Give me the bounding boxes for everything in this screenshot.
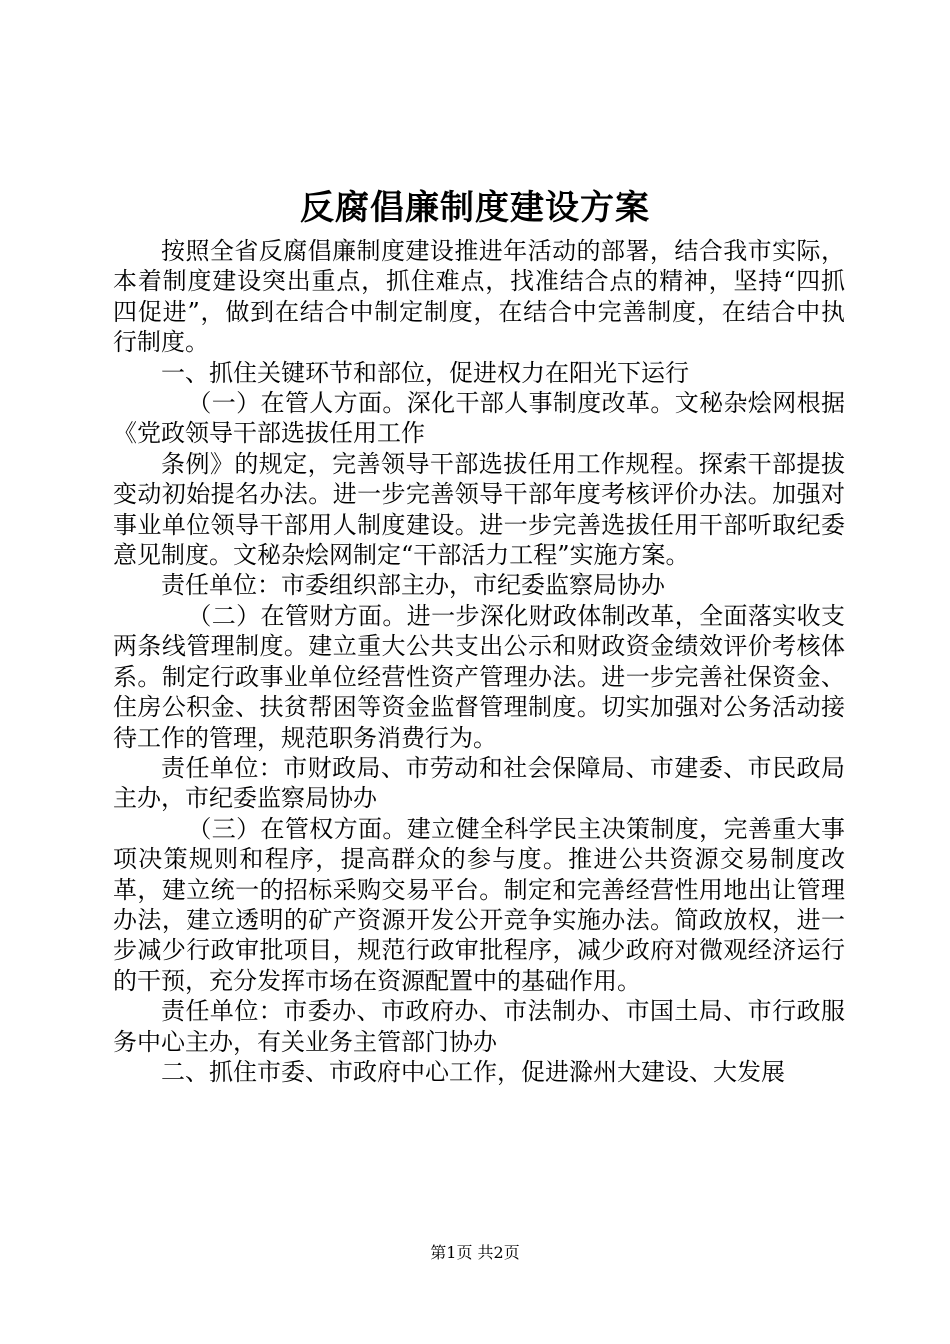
responsible-units-power: 责任单位：市委办、市政府办、市法制办、市国土局、市行政服务中心主办，有关业务主管部门协办	[113, 997, 845, 1056]
page-number: 第1页 共2页	[430, 1243, 520, 1262]
subsection-personnel: （一）在管人方面。深化干部人事制度改革。文秘杂烩网根据《党政领导干部选拔任用工作	[113, 389, 845, 448]
subsection-finance: （二）在管财方面。进一步深化财政体制改革，全面落实收支两条线管理制度。建立重大公共支出公示和财政资金绩效评价考核体系。制定行政事业单位经营性资产管理办法。进一步完善社保资金、住房公积金、扶贫帮困等资金监督管理制度。切实加强对公务活动接待工作的管理，规范职务消费行为。	[113, 601, 845, 752]
section-heading-1: 一、抓住关键环节和部位，促进权力在阳光下运行	[161, 358, 689, 387]
document-title: 反腐倡廉制度建设方案	[300, 188, 650, 228]
responsible-units-personnel: 责任单位：市委组织部主办，市纪委监察局协办	[161, 571, 665, 600]
section-heading-2: 二、抓住市委、市政府中心工作，促进滁州大建设、大发展	[161, 1057, 785, 1086]
paragraph-personnel-continued: 条例》的规定，完善领导干部选拔任用工作规程。探索干部提拔变动初始提名办法。进一步完善领导干部年度考核评价办法。加强对事业单位领导干部用人制度建设。进一步完善选拔任用干部听取纪委意见制度。文秘杂烩网制定“干部活力工程”实施方案。	[113, 449, 845, 570]
subsection-power: （三）在管权方面。建立健全科学民主决策制度，完善重大事项决策规则和程序，提高群众的参与度。推进公共资源交易制度改革，建立统一的招标采购交易平台。制定和完善经营性用地出让管理办法，建立透明的矿产资源开发公开竞争实施办法。简政放权，进一步减少行政审批项目，规范行政审批程序，减少政府对微观经济运行的干预，充分发挥市场在资源配置中的基础作用。	[113, 814, 845, 995]
document-body	[113, 236, 845, 1087]
paragraph-intro: 按照全省反腐倡廉制度建设推进年活动的部署，结合我市实际，本着制度建设突出重点，抓住难点，找准结合点的精神，坚持“四抓四促进”，做到在结合中制定制度，在结合中完善制度，在结合中执行制度。	[113, 237, 845, 357]
responsible-units-finance: 责任单位：市财政局、市劳动和社会保障局、市建委、市民政局主办，市纪委监察局协办	[113, 753, 845, 813]
